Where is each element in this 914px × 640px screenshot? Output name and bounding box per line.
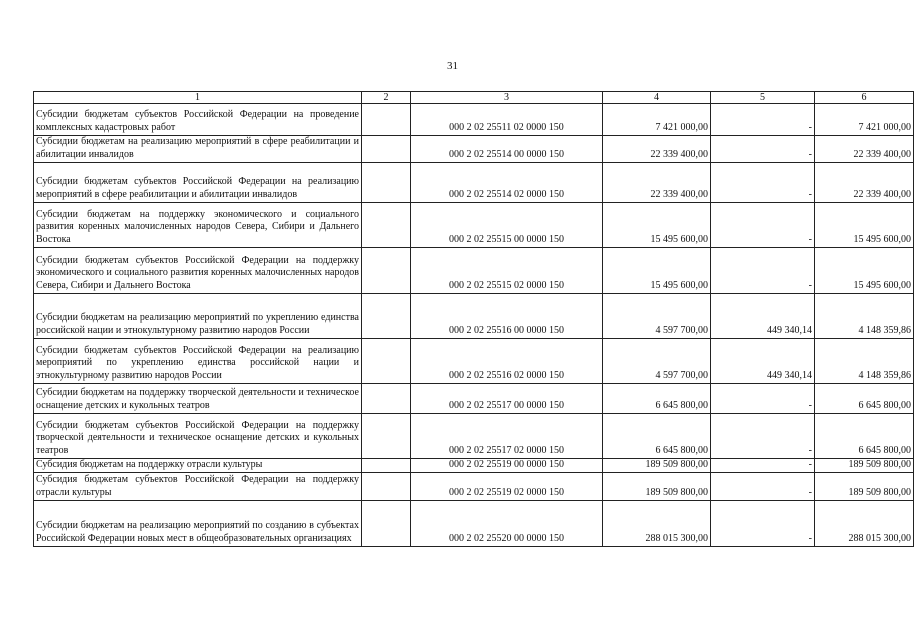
- row-amount-cell: 189 509 800,00: [603, 459, 711, 473]
- row-amount-cell: 189 509 800,00: [603, 473, 711, 501]
- row-amount-cell: 4 597 700,00: [603, 339, 711, 384]
- table-row: [34, 501, 914, 547]
- row-col2-cell: [362, 414, 411, 459]
- row-amount-cell: 15 495 600,00: [815, 203, 914, 248]
- column-header: 2: [362, 92, 411, 104]
- row-amount-cell: 15 495 600,00: [603, 248, 711, 294]
- row-code-cell: 000 2 02 25516 00 0000 150: [411, 294, 603, 339]
- row-amount-cell: 288 015 300,00: [603, 501, 711, 547]
- row-amount-cell: 22 339 400,00: [815, 136, 914, 163]
- table-row: [34, 459, 914, 473]
- row-amount-cell: 6 645 800,00: [815, 414, 914, 459]
- row-name-cell: Субсидии бюджетам на реализацию мероприятий в сфере реабилитации и абилитации инвалидов: [34, 136, 362, 163]
- row-name-cell: Субсидии бюджетам субъектов Российской Федерации на проведение комплексных кадастровых работ: [34, 104, 362, 136]
- column-header: 1: [34, 92, 362, 104]
- row-amount-cell: 15 495 600,00: [603, 203, 711, 248]
- row-code-cell: 000 2 02 25519 02 0000 150: [411, 473, 603, 501]
- row-name-cell: Субсидии бюджетам на реализацию мероприятий по созданию в субъектах Российской Федерации новых мест в общеобразовательных организациях: [34, 501, 362, 547]
- row-amount-cell: 4 148 359,86: [815, 339, 914, 384]
- row-code-cell: 000 2 02 25520 00 0000 150: [411, 501, 603, 547]
- row-amount-cell: -: [711, 459, 815, 473]
- row-col2-cell: [362, 163, 411, 203]
- row-amount-cell: -: [711, 136, 815, 163]
- row-col2-cell: [362, 339, 411, 384]
- row-name-cell: Субсидии бюджетам субъектов Российской Федерации на поддержку экономического и социального развития коренных малочисленных народов Севера, Сибири и Дальнего Востока: [34, 248, 362, 294]
- row-amount-cell: 6 645 800,00: [603, 414, 711, 459]
- table-row: [34, 248, 914, 294]
- row-amount-cell: 22 339 400,00: [603, 136, 711, 163]
- page-number: 31: [447, 60, 458, 72]
- table-row: [34, 163, 914, 203]
- column-header: 3: [411, 92, 603, 104]
- table-row: [34, 104, 914, 136]
- row-code-cell: 000 2 02 25514 02 0000 150: [411, 163, 603, 203]
- row-col2-cell: [362, 203, 411, 248]
- row-code-cell: 000 2 02 25517 02 0000 150: [411, 414, 603, 459]
- row-code-cell: 000 2 02 25516 02 0000 150: [411, 339, 603, 384]
- budget-table: [33, 91, 914, 547]
- column-header: 6: [815, 92, 914, 104]
- row-name-cell: Субсидии бюджетам на реализацию мероприятий по укреплению единства российской нации и этнокультурному развитию народов России: [34, 294, 362, 339]
- row-amount-cell: 288 015 300,00: [815, 501, 914, 547]
- row-amount-cell: 449 340,14: [711, 294, 815, 339]
- row-amount-cell: -: [711, 414, 815, 459]
- table-row: [34, 294, 914, 339]
- row-col2-cell: [362, 384, 411, 414]
- row-amount-cell: 189 509 800,00: [815, 459, 914, 473]
- table-row: [34, 339, 914, 384]
- table-row: [34, 414, 914, 459]
- row-col2-cell: [362, 473, 411, 501]
- row-col2-cell: [362, 459, 411, 473]
- row-name-cell: Субсидия бюджетам на поддержку отрасли культуры: [34, 459, 362, 473]
- row-amount-cell: 6 645 800,00: [815, 384, 914, 414]
- row-amount-cell: 449 340,14: [711, 339, 815, 384]
- row-code-cell: 000 2 02 25511 02 0000 150: [411, 104, 603, 136]
- row-amount-cell: -: [711, 384, 815, 414]
- table-row: [34, 203, 914, 248]
- column-header: 5: [711, 92, 815, 104]
- row-amount-cell: 4 597 700,00: [603, 294, 711, 339]
- row-amount-cell: -: [711, 501, 815, 547]
- table-row: [34, 473, 914, 501]
- row-amount-cell: 15 495 600,00: [815, 248, 914, 294]
- row-col2-cell: [362, 294, 411, 339]
- row-amount-cell: 6 645 800,00: [603, 384, 711, 414]
- row-amount-cell: 22 339 400,00: [815, 163, 914, 203]
- row-code-cell: 000 2 02 25517 00 0000 150: [411, 384, 603, 414]
- table-row: [34, 136, 914, 163]
- row-amount-cell: -: [711, 163, 815, 203]
- row-code-cell: 000 2 02 25515 00 0000 150: [411, 203, 603, 248]
- row-name-cell: Субсидии бюджетам субъектов Российской Федерации на реализацию мероприятий по укреплению единства российской нации и этнокультурному развитию народов России: [34, 339, 362, 384]
- row-col2-cell: [362, 501, 411, 547]
- table-row: [34, 384, 914, 414]
- row-name-cell: Субсидии бюджетам субъектов Российской Федерации на поддержку творческой деятельности и техническое оснащение детских и кукольных театров: [34, 414, 362, 459]
- row-code-cell: 000 2 02 25514 00 0000 150: [411, 136, 603, 163]
- column-header: 4: [603, 92, 711, 104]
- row-amount-cell: -: [711, 203, 815, 248]
- row-name-cell: Субсидии бюджетам на поддержку экономического и социального развития коренных малочисленных народов Севера, Сибири и Дальнего Востока: [34, 203, 362, 248]
- row-col2-cell: [362, 104, 411, 136]
- row-name-cell: Субсидии бюджетам субъектов Российской Федерации на реализацию мероприятий в сфере реабилитации и абилитации инвалидов: [34, 163, 362, 203]
- row-amount-cell: 4 148 359,86: [815, 294, 914, 339]
- row-amount-cell: -: [711, 473, 815, 501]
- row-code-cell: 000 2 02 25515 02 0000 150: [411, 248, 603, 294]
- row-amount-cell: -: [711, 104, 815, 136]
- row-amount-cell: 7 421 000,00: [815, 104, 914, 136]
- row-amount-cell: 7 421 000,00: [603, 104, 711, 136]
- row-amount-cell: 189 509 800,00: [815, 473, 914, 501]
- row-name-cell: Субсидия бюджетам субъектов Российской Федерации на поддержку отрасли культуры: [34, 473, 362, 501]
- row-amount-cell: 22 339 400,00: [603, 163, 711, 203]
- row-code-cell: 000 2 02 25519 00 0000 150: [411, 459, 603, 473]
- row-col2-cell: [362, 248, 411, 294]
- row-col2-cell: [362, 136, 411, 163]
- row-amount-cell: -: [711, 248, 815, 294]
- row-name-cell: Субсидии бюджетам на поддержку творческой деятельности и техническое оснащение детских и кукольных театров: [34, 384, 362, 414]
- table-header-row: [34, 92, 914, 104]
